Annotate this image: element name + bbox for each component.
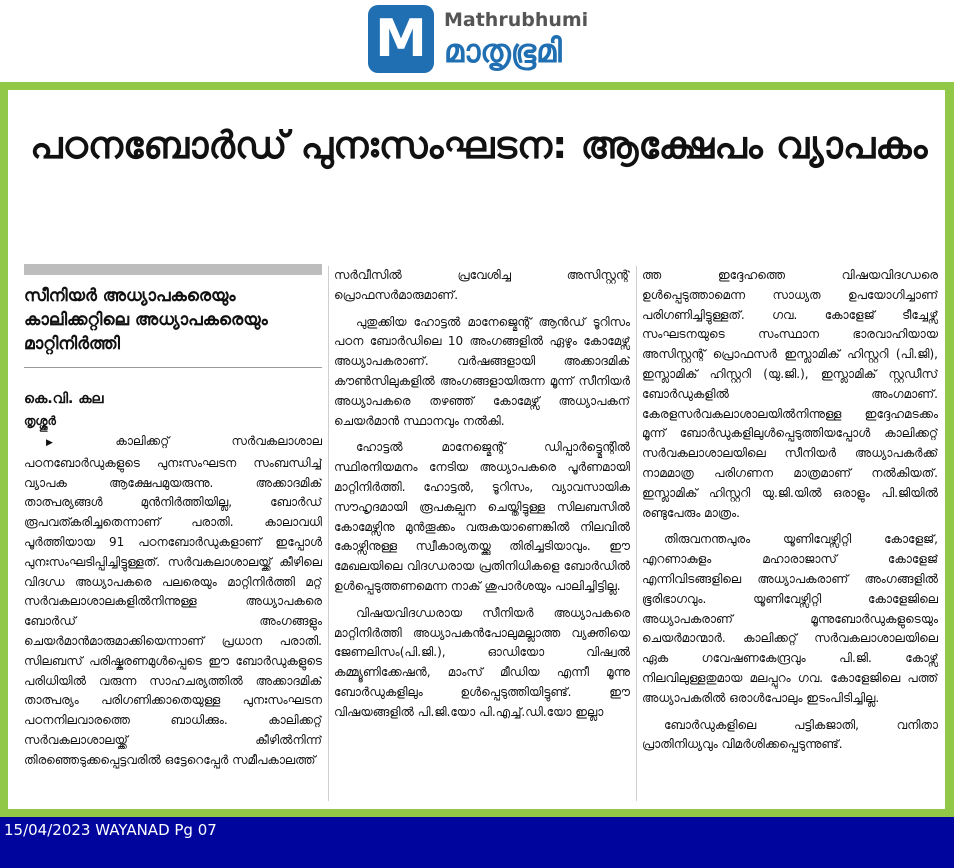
column-3: [642, 266, 938, 806]
column-1: [24, 432, 322, 804]
column-divider: [636, 266, 637, 801]
paragraph: [24, 432, 322, 771]
subheadline-bar: [24, 264, 322, 275]
paragraph: വിഷയവിദഗ്ധരായ സീനിയർ അധ്യാപകരെ മാറ്റിനിർത്തി അധ്യാപകൻപോലുമല്ലാത്ത വ്യക്തിയെ ജേണലിസം(പി.ജി.), ഓഡിയോ വിഷ്വൽ കമ്മ്യൂണിക്കേഷൻ, മാംസ് മീഡിയ എന്നീ മൂന്നു ബോർഡുകളിലും ഉൾപ്പെടുത്തിയിട്ടുണ്ട്. ഈ വിഷയങ്ങളിൽ പി.ജി.യോ പി.എച്ച്.ഡി.യോ ഇല്ലാ: [334, 605, 630, 719]
paragraph: തിരുവനന്തപുരം യൂണിവേഴ്സിറ്റി കോളേജ്, എറണാകുളം മഹാരാജാസ് കോളേജ് എന്നിവിടങ്ങളിലെ അധ്യാപകരാണ് അംഗങ്ങളിൽ ഭൂരിഭാഗവും. യൂണിവേഴ്സിറ്റി കോളേജിലെ അധ്യാപകരാണ് മൂന്നുബോർഡുകളുടെയും ചെയർമാന്മാർ. കാലിക്കറ്റ് സർവകലാശാലയിലെ ഏക ഗവേഷണകേന്ദ്രവും പി.ജി. കോഴ്സ് നിലവിലുള്ളതുമായ മലപ്പുറം ഗവ. കോളേജിലെ പത്ത് അധ്യാപകരിൽ ഒരാൾപോലും ഇടംപിടിച്ചില്ല.: [642, 532, 938, 705]
footer-bar: [0, 817, 954, 868]
paragraph: ഹോട്ടൽ മാനേജ്മെന്റ് ഡിപ്പാർട്ട്മെന്റിൽ സ്ഥിരനിയമനം നേടിയ അധ്യാപകരെ പൂർണമായി മാറ്റിനിർത്തി. ഹോട്ടൽ, ടൂറിസം, വ്യാവസായിക സൗഹൃദമായി രൂപകല്പന ചെയ്തിട്ടുള്ള സിലബസിൽ കോമേഴ്സിനു മുൻതൂക്കം വരുകയാണെങ്കിൽ നിലവിൽ കോഴ്സിനുള്ള സ്വീകാര്യതയ്ക്കു തിരിച്ചടിയാവും. ഈ മേഖലയിലെ വിദഗ്ധരായ പ്രതിനിധികളെ ബോർഡിൽ ഉൾപ്പെടുത്തണമെന്ന നാക് ശുപാർശയും പാലിച്ചിട്ടില്ല.: [334, 440, 630, 593]
logo-icon: M: [368, 5, 434, 73]
edition-label: 15/04/2023 WAYANAD Pg 07: [4, 821, 217, 839]
logo-name-malayalam: മാതൃഭൂമി: [444, 32, 562, 70]
bullet-arrow-icon: ▶: [46, 438, 112, 448]
subheadline: സീനിയർ അധ്യാപകരെയും കാലിക്കറ്റിലെ അധ്യാപകരെയും മാറ്റിനിർത്തി: [24, 286, 268, 354]
column-divider: [328, 266, 329, 801]
dateline: തൃശ്ശൂർ: [24, 414, 56, 428]
paragraph: പുതുക്കിയ ഹോട്ടൽ മാനേജ്മെന്റ് ആൻഡ് ടൂറിസം പഠന ബോർഡിലെ 10 അംഗങ്ങളിൽ ഏഴും കോമേഴ്സ് അധ്യാപകരാണ്. വർഷങ്ങളായി അക്കാദമിക് കൗൺസിലുകളിൽ അംഗങ്ങളായിരുന്ന മൂന്ന് സീനിയർ അധ്യാപകരെ തഴഞ്ഞ് കോമേഴ്സ് അധ്യാപകന് ചെയർമാൻ സ്ഥാനവും നൽകി.: [334, 314, 630, 428]
byline: കെ.വി. കല: [24, 391, 104, 407]
masthead: [0, 0, 954, 80]
column-2: [334, 266, 630, 806]
paragraph: ബോർഡുകളിലെ പട്ടികജാതി, വനിതാ പ്രാതിനിധ്യവും വിമർശിക്കപ്പെടുന്നുണ്ട്.: [642, 717, 938, 752]
divider: [24, 367, 322, 368]
paragraph: സർവീസിൽ പ്രവേശിച്ച അസിസ്റ്റന്റ് പ്രൊഫസർമാരുമാണ്.: [334, 268, 630, 302]
paragraph-text: കാലിക്കറ്റ് സർവകലാശാല പഠനബോർഡുകളുടെ പുനഃസംഘടന സംബന്ധിച്ച് വ്യാപക ആക്ഷേപമുയരുന്നു. അക്കാദമിക് താത്പര്യങ്ങൾ മുൻനിർത്തിയില്ല, ബോർഡ് രൂപവത്കരിച്ചതെന്നാണ് പരാതി. കാലാവധി പൂർത്തിയായ 91 പഠനബോർഡുകളാണ് ഇപ്പോൾ പുനഃസംഘടിപ്പിച്ചിട്ടുള്ളത്. സർവകലാശാലയ്ക്ക് കീഴിലെ വിദഗ്ധ അധ്യാപകരെ പലരെയും മാറ്റിനിർത്തി മറ്റ് സർവകലാശാലകളിൽനിന്നുള്ള അധ്യാപകരെ ബോർഡ് അംഗങ്ങളും ചെയർമാൻമാരുമാക്കിയെന്നാണ് പ്രധാന പരാതി. സിലബസ് പരിഷ്കരണമുൾപ്പെടെ ഈ ബോർഡുകളുടെ പരിധിയിൽ വരുന്ന സാഹചര്യത്തിൽ അക്കാദമിക് താത്പര്യം പരിഗണിക്കാതെയുള്ള പുനഃസംഘടന പഠനനിലവാരത്തെ ബാധിക്കും. കാലിക്കറ്റ് സർവകലാശാലയ്ക്ക് കീഴിൽനിന്ന് തിരഞ്ഞെടുക്കപ്പെട്ടവരിൽ ഒട്ടേറെപ്പേർ സമീപകാലത്ത്: [24, 434, 322, 767]
article-clipping: [8, 90, 945, 809]
logo-name-english: Mathrubhumi: [444, 9, 589, 31]
headline: പഠനബോർഡ് പുനഃസംഘടന: ആക്ഷേപം വ്യാപകം: [30, 123, 928, 167]
paragraph: ത്ത ഇദ്ദേഹത്തെ വിഷയവിദഗ്ധരെ ഉൾപ്പെടുത്താമെന്ന സാധ്യത ഉപയോഗിച്ചാണ് പരിഗണിച്ചിട്ടുള്ളത്. ഗവ. കോളേജ് ടീച്ചേഴ്സ് സംഘടനയുടെ സംസ്ഥാന ഭാരവാഹിയായ അസിസ്റ്റന്റ് പ്രൊഫസർ ഇസ്ലാമിക് ഹിസ്റ്ററി (പി.ജി), ഇസ്ലാമിക് ഹിസ്റ്ററി (യു.ജി.), ഇസ്ലാമിക് സ്റ്റഡീസ് ബോർഡുകളിൽ അംഗമാണ്. കേരളസർവകലാശാലയിൽനിന്നുള്ള ഇദ്ദേഹമടക്കം മൂന്ന് ബോർഡുകളിലുൾപ്പെടുത്തിയപ്പോൾ കാലിക്കറ്റ് സർവകലാശാലയിലെ സീനിയർ അധ്യാപകർക്ക് നാമമാത്ര പരിഗണന മാത്രമാണ് നൽകിയത്. ഇസ്ലാമിക് ഹിസ്റ്ററി യു.ജി.യിൽ ഒരാളും പി.ജിയിൽ രണ്ടുപേരും മാത്രം.: [642, 268, 938, 520]
article-frame: [0, 82, 954, 817]
